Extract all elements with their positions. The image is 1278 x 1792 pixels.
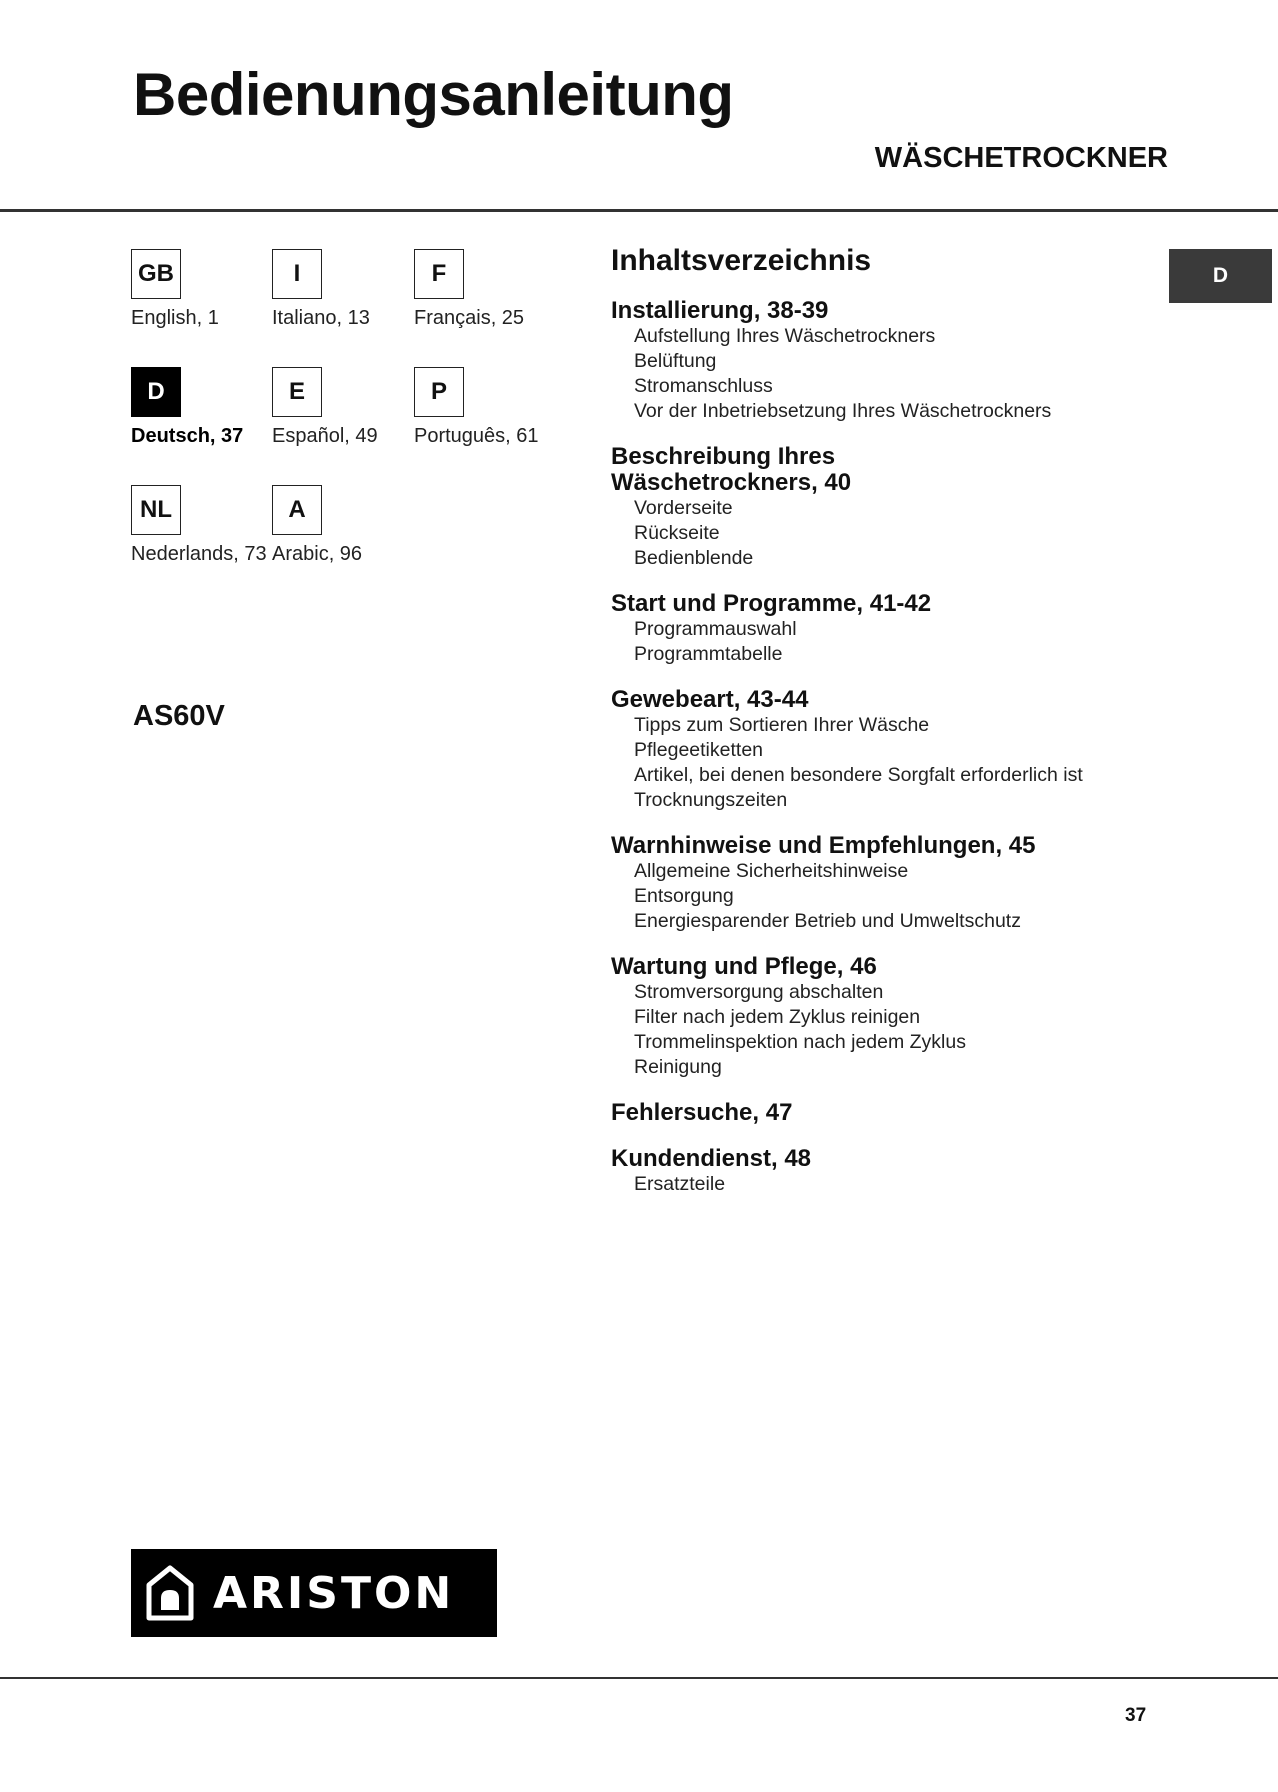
language-side-tab: D (1169, 249, 1272, 303)
toc-item[interactable]: Reinigung (634, 1056, 722, 1078)
document-title: Bedienungsanleitung (133, 61, 734, 128)
toc-item[interactable]: Vorderseite (634, 497, 733, 519)
toc-section-title[interactable]: Beschreibung Ihres Wäschetrockners, 40 (611, 443, 852, 496)
toc-section-title[interactable]: Warnhinweise und Empfehlungen, 45 (611, 832, 1036, 859)
top-divider (0, 209, 1278, 212)
language-label: Español, 49 (272, 425, 378, 447)
ariston-logo (131, 1549, 497, 1637)
toc-section (611, 1100, 1151, 1126)
toc-item[interactable]: Tipps zum Sortieren Ihrer Wäsche (634, 714, 930, 736)
language-i[interactable] (272, 249, 432, 330)
language-label: Arabic, 96 (272, 543, 363, 565)
language-label: Italiano, 13 (272, 307, 370, 329)
toc-section (611, 591, 1151, 667)
toc-section (611, 444, 1151, 571)
toc-item[interactable]: Energiesparender Betrieb und Umweltschutz (634, 910, 1021, 932)
toc-section (611, 833, 1151, 934)
toc-item[interactable]: Ersatzteile (634, 1173, 726, 1195)
toc-item[interactable]: Trocknungszeiten (634, 789, 788, 811)
toc-section-title[interactable]: Kundendienst, 48 (611, 1145, 812, 1172)
house-icon (145, 1565, 195, 1621)
language-a[interactable] (272, 485, 432, 566)
toc-section (611, 1146, 1151, 1197)
toc-section-title[interactable]: Gewebeart, 43-44 (611, 686, 809, 713)
toc-item[interactable]: Artikel, bei denen besondere Sorgfalt erforderlich ist (634, 764, 1083, 786)
toc-section (611, 954, 1151, 1080)
language-code: I (272, 249, 322, 299)
toc-item[interactable]: Pflegeetiketten (634, 739, 764, 761)
page-number: 37 (1125, 1705, 1147, 1726)
toc-item[interactable]: Rückseite (634, 522, 720, 544)
toc-item[interactable]: Belüftung (634, 350, 717, 372)
language-label: Nederlands, 73 (131, 543, 267, 565)
toc-section (611, 298, 1151, 424)
toc-item[interactable]: Trommelinspektion nach jedem Zyklus (634, 1031, 966, 1053)
bottom-divider (0, 1677, 1278, 1679)
language-code: F (414, 249, 464, 299)
toc-item[interactable]: Filter nach jedem Zyklus reinigen (634, 1006, 921, 1028)
language-code: P (414, 367, 464, 417)
toc-section (611, 687, 1151, 813)
model-number: AS60V (133, 700, 225, 732)
language-e[interactable] (272, 367, 432, 448)
language-code: NL (131, 485, 181, 535)
language-p[interactable] (414, 367, 574, 448)
toc-item[interactable]: Entsorgung (634, 885, 734, 907)
language-f[interactable] (414, 249, 574, 330)
toc-item[interactable]: Stromversorgung abschalten (634, 981, 884, 1003)
table-of-contents (611, 244, 1151, 1217)
language-label: Deutsch, 37 (131, 425, 244, 447)
toc-section-title[interactable]: Installierung, 38-39 (611, 297, 829, 324)
language-d[interactable] (131, 367, 291, 448)
toc-section-title[interactable]: Wartung und Pflege, 46 (611, 953, 877, 980)
brand-name: ARISTON (213, 1567, 455, 1619)
toc-heading: Inhaltsverzeichnis (611, 244, 872, 277)
language-label: Français, 25 (414, 307, 525, 329)
product-category: WÄSCHETROCKNER (874, 142, 1168, 174)
language-code: GB (131, 249, 181, 299)
toc-item[interactable]: Programmtabelle (634, 643, 783, 665)
toc-section-title[interactable]: Fehlersuche, 47 (611, 1099, 793, 1126)
toc-item[interactable]: Programmauswahl (634, 618, 797, 640)
language-label: Português, 61 (414, 425, 539, 447)
language-nl[interactable] (131, 485, 291, 566)
language-gb[interactable] (131, 249, 291, 330)
toc-section-title[interactable]: Start und Programme, 41-42 (611, 590, 932, 617)
language-code: A (272, 485, 322, 535)
language-code: E (272, 367, 322, 417)
toc-item[interactable]: Stromanschluss (634, 375, 773, 397)
toc-item[interactable]: Allgemeine Sicherheitshinweise (634, 860, 909, 882)
toc-item[interactable]: Vor der Inbetriebsetzung Ihres Wäschetrockners (634, 400, 1052, 422)
language-code: D (131, 367, 181, 417)
toc-item[interactable]: Aufstellung Ihres Wäschetrockners (634, 325, 936, 347)
toc-item[interactable]: Bedienblende (634, 547, 754, 569)
language-label: English, 1 (131, 307, 219, 329)
